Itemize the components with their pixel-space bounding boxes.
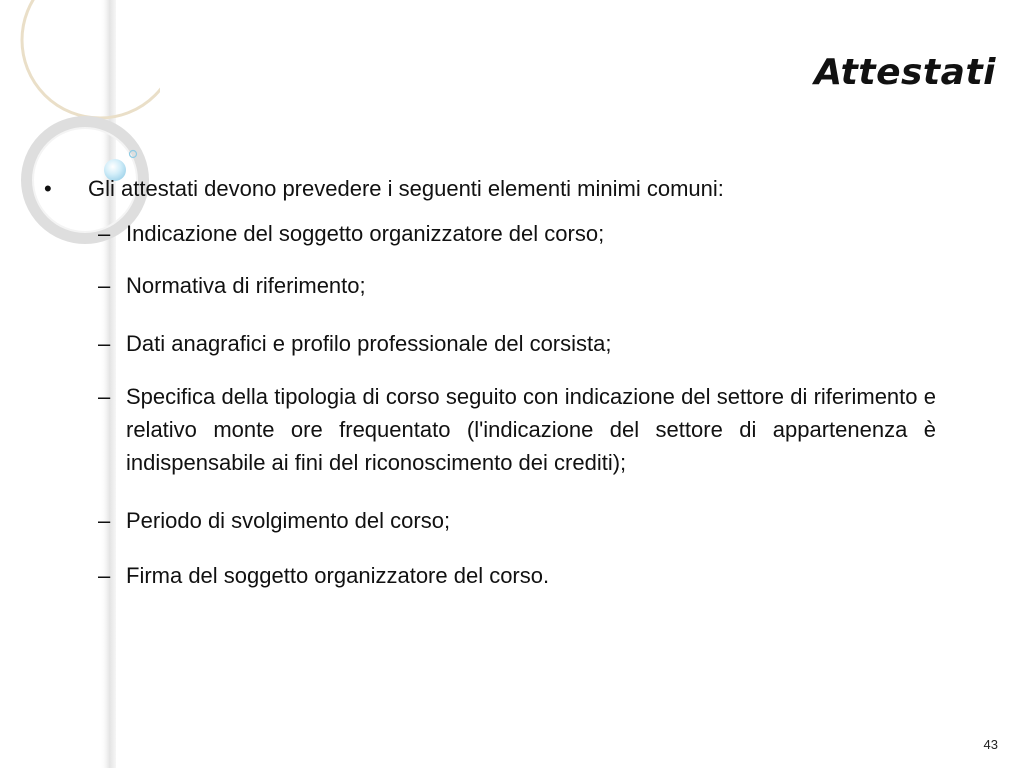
list-item [40,504,936,537]
list-item [40,380,936,479]
dash-marker: – [98,221,111,246]
dash-marker: – [98,273,111,298]
slide-content [40,172,940,592]
list-item-text: Dati anagrafici e profilo professionale del corsista; [126,331,612,356]
main-bullet-text: Gli attestati devono prevedere i seguenti elementi minimi comuni: [88,176,724,201]
bullet-marker: • [44,176,52,201]
dash-marker: – [98,508,111,533]
main-bullet [40,172,940,205]
slide-title: Attestati [814,52,996,93]
dash-marker: – [98,384,111,409]
list-item [40,327,936,360]
list-item [40,217,936,250]
list-item-text: Normativa di riferimento; [126,273,366,298]
list-item-text: Periodo di svolgimento del corso; [126,508,451,533]
list-item-text: Specifica della tipologia di corso seguito con indicazione del settore di riferimento e relativo monte ore frequentato (l'indicazione del settore di appartenenza è indispensabile ai fini del riconoscimento dei crediti); [126,384,936,475]
list-item [40,269,936,302]
dash-marker: – [98,331,111,356]
list-item-text: Indicazione del soggetto organizzatore del corso; [126,221,605,246]
list-item-text: Firma del soggetto organizzatore del corso. [126,563,550,588]
list-item [40,559,936,592]
dash-marker: – [98,563,111,588]
page-number: 43 [983,737,998,752]
large-ring [22,0,160,118]
